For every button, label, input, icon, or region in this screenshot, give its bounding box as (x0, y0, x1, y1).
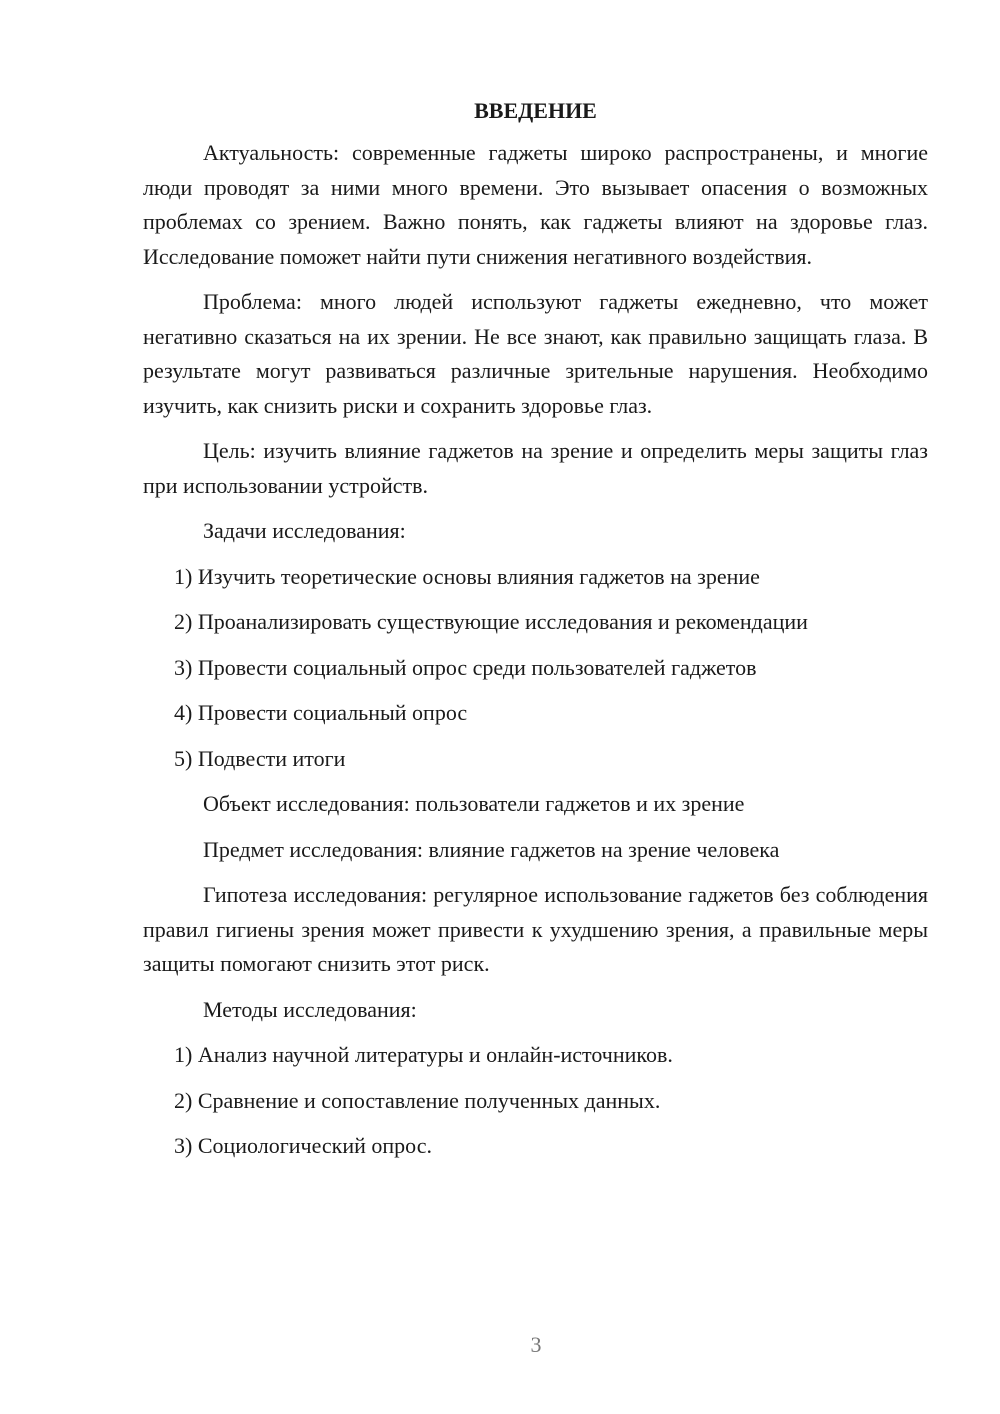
page-number: 3 (530, 1332, 542, 1357)
object-line: Объект исследования: пользователи гаджетов и их зрение (203, 791, 745, 816)
list-item: 3) Социологический опрос. (174, 1133, 432, 1158)
methods-list (143, 1038, 928, 1164)
list-item: 4) Провести социальный опрос (174, 700, 468, 725)
methods-heading: Методы исследования: (203, 996, 417, 1022)
subject-line: Предмет исследования: влияние гаджетов на зрение человека (203, 836, 780, 862)
list-item: 1) Анализ научной литературы и онлайн-источников. (174, 1042, 673, 1067)
page-content (143, 96, 928, 1175)
list-item: 5) Подвести итоги (174, 745, 346, 771)
section-title: ВВЕДЕНИЕ (474, 98, 597, 123)
list-item: 2) Сравнение и сопоставление полученных данных. (174, 1087, 661, 1113)
tasks-heading: Задачи исследования: (203, 518, 406, 543)
problem-paragraph: Проблема: много людей используют гаджеты ежедневно, что может негативно сказаться на их зрении. Не все знают, как правильно защищать глаза. В результате могут развиваться различные зрительные нарушения. Необходимо изучить, как снизить риски и сохранить здоровье глаз. (143, 289, 928, 418)
relevance-paragraph: Актуальность: современные гаджеты широко распространены, и многие люди проводят за ними много времени. Это вызывает опасения о возможных проблемах со зрением. Важно понять, как гаджеты влияют на здоровье глаз. Исследование поможет найти пути снижения негативного воздействия. (143, 140, 928, 269)
list-item: 1) Изучить теоретические основы влияния гаджетов на зрение (174, 563, 760, 589)
tasks-list (143, 560, 928, 777)
list-item: 2) Проанализировать существующие исследования и рекомендации (174, 609, 808, 634)
list-item: 3) Провести социальный опрос среди пользователей гаджетов (174, 654, 757, 680)
goal-paragraph: Цель: изучить влияние гаджетов на зрение и определить меры защиты глаз при использовании устройств. (143, 438, 928, 498)
hypothesis-paragraph: Гипотеза исследования: регулярное использование гаджетов без соблюдения правил гигиены зрения может привести к ухудшению зрения, а правильные меры защиты помогают снизить этот риск. (143, 882, 928, 976)
